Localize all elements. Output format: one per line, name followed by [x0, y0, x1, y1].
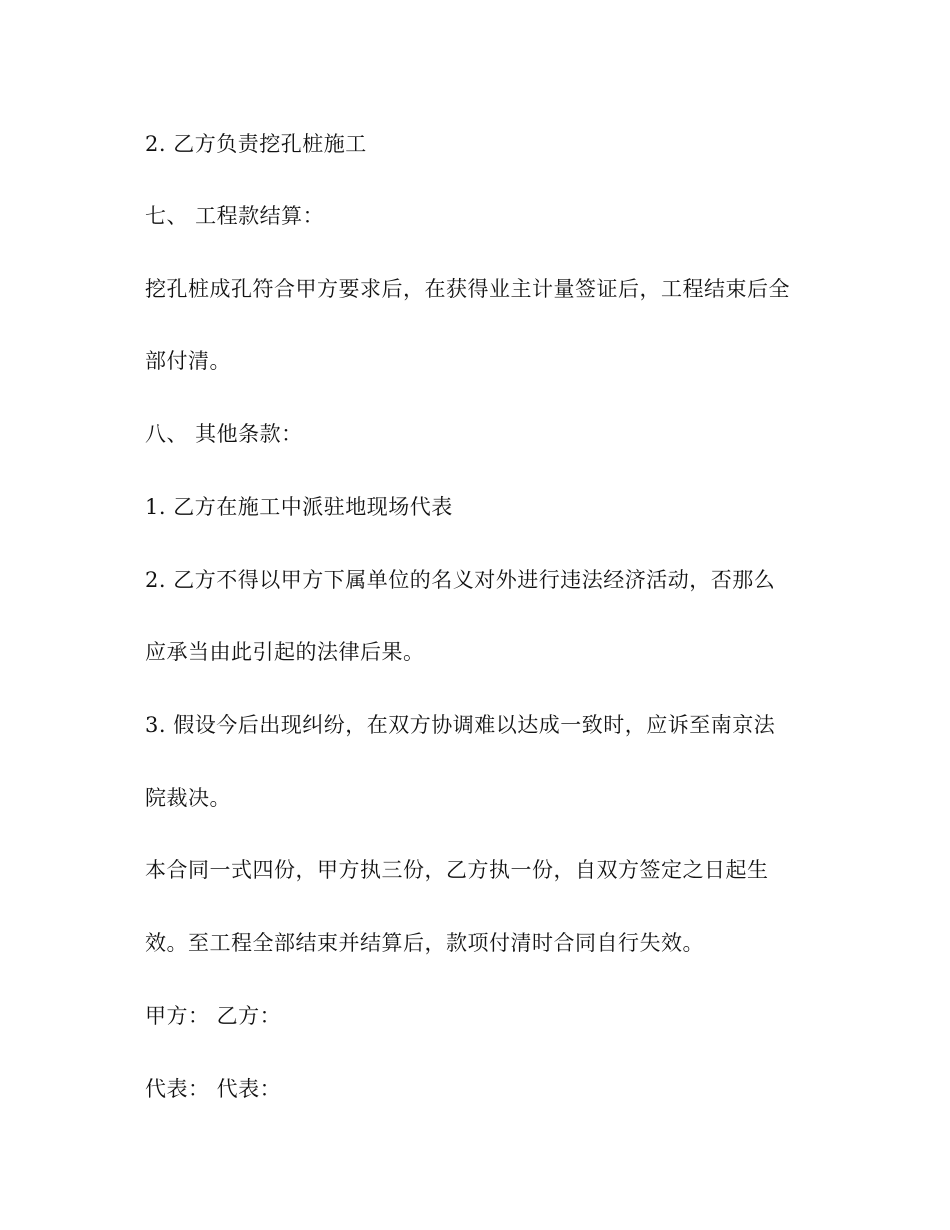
settlement-text-line-2: 部付清。 — [145, 349, 231, 373]
other-clause-2-line-2: 应承当由此引起的法律后果。 — [145, 640, 425, 664]
copies-text-line-1: 本合同一式四份，甲方执三份，乙方执一份，自双方签定之日起生 — [145, 858, 769, 882]
signature-representatives-line: 代表： 代表： — [145, 1077, 282, 1101]
settlement-text-line-1: 挖孔桩成孔符合甲方要求后，在获得业主计量签证后，工程结束后全 — [145, 277, 790, 301]
other-clause-3-line-2: 院裁决。 — [145, 786, 231, 810]
other-clause-1-text: 1. 乙方在施工中派驻地现场代表 — [145, 495, 453, 519]
other-clause-2-line-1: 2. 乙方不得以甲方下属单位的名义对外进行违法经济活动，否那么 — [145, 568, 776, 592]
signature-parties-line: 甲方： 乙方： — [145, 1004, 282, 1028]
clause-2-text: 2. 乙方负责挖孔桩施工 — [145, 132, 367, 156]
other-clause-3-line-1: 3. 假设今后出现纠纷，在双方协调难以达成一致时，应诉至南京法 — [145, 713, 776, 737]
copies-text-line-2: 效。至工程全部结束并结算后，款项付清时合同自行失效。 — [145, 931, 704, 955]
section-8-heading: 八、 其他条款： — [145, 422, 303, 446]
section-7-heading: 七、 工程款结算： — [145, 204, 325, 228]
